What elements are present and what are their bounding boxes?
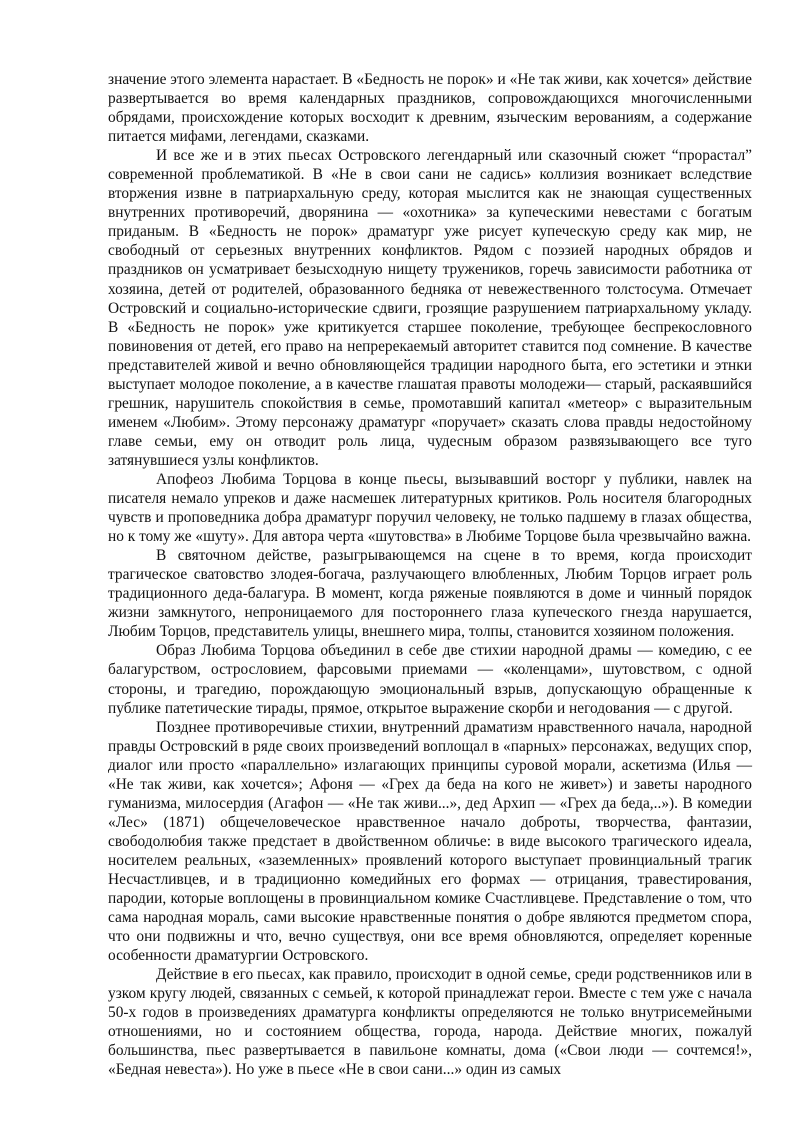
- paragraph: Действие в его пьесах, как правило, происходит в одной семье, среди родственников или в узком кругу людей, связанных с семьей, к которой принадлежат герои. Вместе с тем уже с начала 50-х годов в произведениях драматурга конфликты определяются не только внутрисемейными отношениями, но и состоянием общества, города, народа. Действие многих, пожалуй большинства, пьес развертывается в павильоне комнаты, дома («Свои люди — сочтемся!», «Бедная невеста»). Но уже в пьесе «Не в свои сани...» один из самых: [108, 966, 752, 1079]
- paragraph: Позднее противоречивые стихии, внутренний драматизм нравственного начала, народной правды Островский в ряде своих произведений воплощал в «парных» персонажах, ведущих спор, диалог или просто «параллельно» излагающих принципы суровой морали, аскетизма (Илья — «Не так живи, как хочется»; Афоня — «Грех да беда на кого не живет») и заветы народного гуманизма, милосердия (Агафон — «Не так живи...», дед Архип — «Грех да беда,..»). В комедии «Лес» (1871) общечеловеческое нравственное начало доброты, творчества, фантазии, свободолюбия также предстает в двойственном обличье: в виде высокого трагического идеала, носителем реальных, «заземленных» проявлений которого выступает провинциальный трагик Несчастливцев, и в традиционно комедийных его формах — отрицания, травестирования, пародии, которые воплощены в провинциальном комике Счастливцеве. Представление о том, что сама народная мораль, сами высокие нравственные понятия о добре являются предметом спора, что они подвижны и что, вечно существуя, они все время обновляются, определяет коренные особенности драматургии Островского.: [108, 718, 752, 965]
- paragraph: И все же и в этих пьесах Островского легендарный или сказочный сюжет “прорастал” современной проблематикой. В «Не в свои сани не садись» коллизия возникает вследствие вторжения извне в патриархальную среду, которая мыслится как не знающая существенных внутренних противоречий, дворянина — «охотника» за купеческими невестами с богатым приданым. В «Бедность не порок» драматург уже рисует купеческую среду как мир, не свободный от серьезных внутренних конфликтов. Рядом с поэзией народных обрядов и праздников он усматривает безысходную нищету тружеников, горечь зависимости работника от хозяина, детей от родителей, образованного бедняка от невежественного толстосума. Отмечает Островский и социально-исторические сдвиги, грозящие разрушением патриархальному укладу. В «Бедность не порок» уже критикуется старшее поколение, требующее беспрекословного повиновения от детей, его право на непререкаемый авторитет ставится под сомнение. В качестве представителей живой и вечно обновляющейся традиции народного быта, его эстетики и этнки выступает молодое поколение, а в качестве глашатая правоты молодежи— старый, раскаявшийся грешник, нарушитель спокойствия в семье, промотавший капитал «метеор» с выразительным именем «Любим». Этому персонажу драматург «поручает» сказать слова правды недостойному главе семьи, ему он отводит роль лица, чудесным образом развязывающего все туго затянувшиеся узлы конфликтов.: [108, 147, 752, 469]
- paragraph: В святочном действе, разыгрывающемся на сцене в то время, когда происходит трагическое сватовство злодея-богача, разлучающего влюбленных, Любим Торцов играет роль традиционного деда-балагура. В момент, когда ряженые появляются в доме и чинный порядок жизни замкнутого, непроницаемого для постороннего глаза купеческого гнезда нарушается, Любим Торцов, представитель улицы, внешнего мира, толпы, становится хозяином положения.: [108, 547, 752, 641]
- paragraph: Образ Любима Торцова объединил в себе две стихии народной драмы — комедию, с ее балагурством, острословием, фарсовыми приемами — «коленцами», шутовством, с одной стороны, и трагедию, порождающую эмоциональный взрыв, допускающую обращенные к публике патетические тирады, прямое, открытое выражение скорби и негодования — с другой.: [108, 642, 752, 717]
- paragraph: Апофеоз Любима Торцова в конце пьесы, вызывавший восторг у публики, навлек на писателя немало упреков и даже насмешек литературных критиков. Роль носителя благородных чувств и проповедника добра драматург поручил человеку, не только падшему в глазах общества, но к тому же «шуту». Для автора черта «шутовства» в Любиме Торцове была чрезвычайно важна.: [108, 470, 752, 546]
- paragraph: значение этого элемента нарастает. В «Бедность не порок» и «Не так живи, как хочется» действие развертывается во время календарных праздников, сопровождающихся многочисленными обрядами, происхождение которых восходит к древним, языческим верованиям, а содержание питается мифами, легендами, сказками.: [108, 71, 752, 146]
- document-page: [108, 70, 752, 1079]
